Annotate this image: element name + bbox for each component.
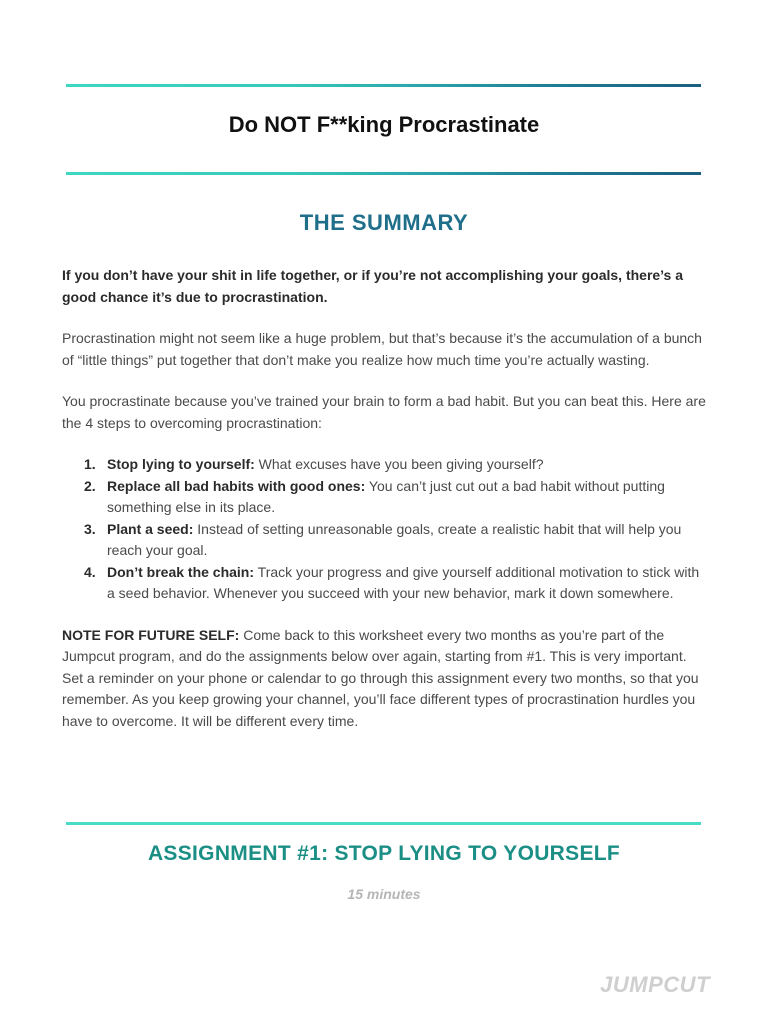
list-item — [62, 562, 710, 605]
note-text: Come back to this worksheet every two months as you’re part of the Jumpcut program, and do the assignments below over again, starting from #1. This is very important. Set a reminder on your phone or calendar to go through this assignment every two months, so that you remember. As you keep growing your channel, you’ll face different types of procrastination hurdles you have to overcome. It will be different every time. — [62, 626, 699, 729]
step-number: 3. — [84, 520, 96, 537]
assignment-title: ASSIGNMENT #1: STOP LYING TO YOURSELF — [147, 842, 621, 865]
summary-body — [62, 265, 710, 752]
assignment-divider — [66, 822, 701, 825]
summary-paragraph-2: You procrastinate because you’ve trained your brain to form a bad habit. But you can beat this. Here are the 4 steps to overcoming procrastination: — [62, 393, 706, 431]
step-number: 2. — [84, 477, 96, 494]
note-label: NOTE FOR FUTURE SELF: — [62, 626, 240, 643]
step-text: You can’t just cut out a bad habit without putting something else in its place. — [107, 477, 665, 515]
jumpcut-logo: JUMPCUT — [600, 972, 710, 997]
title-divider — [66, 172, 701, 175]
summary-paragraph-1: Procrastination might not seem like a huge problem, but that’s because it’s the accumulation of a bunch of “little things” put together that don’t make you realize how much time you’re actually wasting. — [62, 330, 702, 368]
step-heading: Replace all bad habits with good ones: — [107, 477, 366, 494]
list-item — [62, 476, 710, 519]
step-heading: Plant a seed: — [107, 520, 194, 537]
list-item — [62, 519, 710, 562]
note-paragraph — [62, 625, 710, 733]
document-title: Do NOT F**king Procrastinate — [228, 112, 540, 137]
step-number: 4. — [84, 563, 96, 580]
summary-heading: THE SUMMARY — [299, 210, 469, 235]
step-number: 1. — [84, 456, 96, 472]
step-heading: Stop lying to yourself: — [107, 456, 255, 472]
assignment-duration: 15 minutes — [347, 886, 421, 902]
top-divider — [66, 84, 701, 87]
list-item — [62, 454, 710, 476]
step-text: Track your progress and give yourself additional motivation to stick with a seed behavior. Whenever you succeed with your new behavior, mark it down somewhere. — [107, 563, 700, 601]
steps-list — [62, 454, 710, 605]
step-text: What excuses have you been giving yourself? — [258, 456, 544, 472]
step-heading: Don’t break the chain: — [107, 563, 255, 580]
summary-lead: If you don’t have your shit in life together, or if you’re not accomplishing your goals, there’s a good chance it’s due to procrastination. — [62, 267, 684, 305]
step-text: Instead of setting unreasonable goals, create a realistic habit that will help you reach your goal. — [107, 520, 682, 558]
